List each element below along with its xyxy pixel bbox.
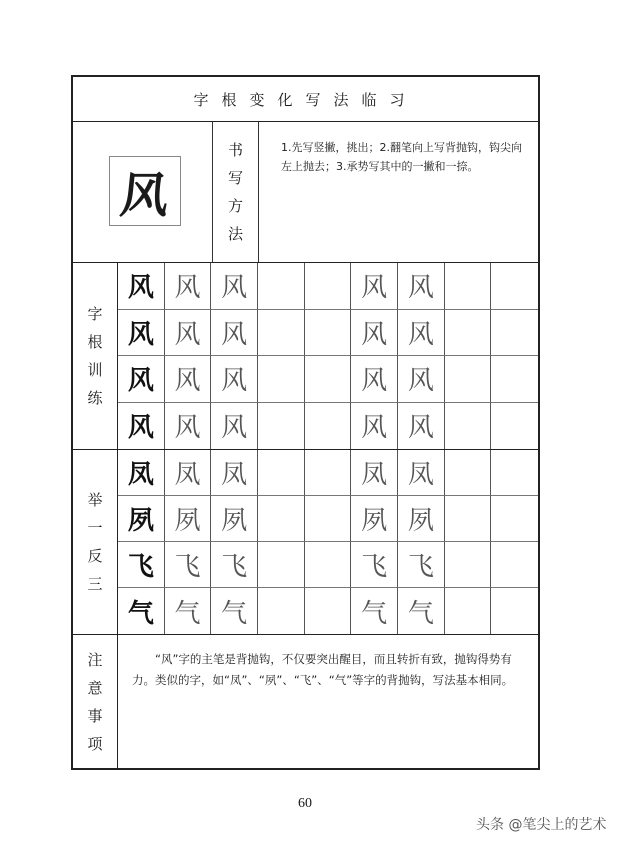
sheet-title-row: [73, 77, 538, 122]
empty-practice-cell: [445, 263, 492, 310]
practice-cell: 夙: [211, 496, 258, 542]
empty-practice-cell: [445, 496, 492, 542]
practice-cell: 凤: [398, 450, 445, 496]
empty-practice-cell: [258, 496, 305, 542]
page-number: 60: [298, 796, 312, 811]
label-char: 反: [87, 547, 103, 565]
empty-practice-cell: [258, 310, 305, 357]
practice-cell: 风: [165, 403, 212, 450]
practice-cell: 夙: [165, 496, 212, 542]
empty-practice-cell: [445, 588, 492, 634]
method-text: 1.先写竖撇，挑出；2.翻笔向上写背抛钩，钩尖向左上抛去；3.承势写其中的一撇和一捺。: [281, 141, 522, 173]
practice-cell: 风: [211, 310, 258, 357]
practice-cell: 夙: [351, 496, 398, 542]
practice-cell: 飞: [211, 542, 258, 588]
empty-practice-cell: [305, 496, 352, 542]
practice-cell: 风: [118, 403, 165, 450]
practice-cell: 风: [118, 356, 165, 403]
label-char: 方: [227, 197, 243, 215]
sheet-title: 字根变化写法临习: [193, 90, 418, 109]
practice-cell: 凤: [211, 450, 258, 496]
empty-practice-cell: [491, 450, 538, 496]
practice-cell: 飞: [118, 542, 165, 588]
practice-cell: 夙: [398, 496, 445, 542]
practice-cell: 凤: [118, 450, 165, 496]
practice-cell: 风: [351, 403, 398, 450]
empty-practice-cell: [445, 310, 492, 357]
empty-practice-cell: [258, 403, 305, 450]
practice-cell: 风: [118, 310, 165, 357]
practice-cell: 风: [211, 403, 258, 450]
label-char: 字: [87, 305, 103, 323]
practice-cell: 风: [351, 356, 398, 403]
empty-practice-cell: [445, 542, 492, 588]
practice-cell: 飞: [165, 542, 212, 588]
practice-sheet: [71, 75, 540, 770]
empty-practice-cell: [445, 403, 492, 450]
practice-cell: 风: [165, 263, 212, 310]
practice-cell: 风: [398, 263, 445, 310]
label-char: 举: [87, 491, 103, 509]
empty-practice-cell: [491, 263, 538, 310]
label-char: 训: [87, 361, 103, 379]
practice-cell: 气: [118, 588, 165, 634]
empty-practice-cell: [258, 450, 305, 496]
empty-practice-cell: [305, 310, 352, 357]
empty-practice-cell: [445, 356, 492, 403]
practice-cell: 风: [118, 263, 165, 310]
practice-cell: 风: [398, 403, 445, 450]
practice-cell: 风: [165, 310, 212, 357]
practice-cell: 飞: [351, 542, 398, 588]
label-char: 练: [87, 389, 103, 407]
practice-cell: 风: [165, 356, 212, 403]
empty-practice-cell: [305, 542, 352, 588]
label-char: 法: [227, 225, 243, 243]
label-char: 事: [87, 706, 103, 725]
empty-practice-cell: [491, 496, 538, 542]
empty-practice-cell: [258, 588, 305, 634]
practice-cell: 风: [211, 356, 258, 403]
practice-cell: 夙: [118, 496, 165, 542]
practice-cell: 风: [351, 310, 398, 357]
practice-cell: 气: [351, 588, 398, 634]
empty-practice-cell: [258, 356, 305, 403]
empty-practice-cell: [491, 356, 538, 403]
practice-cell: 风: [351, 263, 398, 310]
empty-practice-cell: [491, 310, 538, 357]
empty-practice-cell: [305, 588, 352, 634]
empty-practice-cell: [491, 542, 538, 588]
empty-practice-cell: [258, 542, 305, 588]
notes-text: “风”字的主笔是背抛钩，不仅要突出醒目，而且转折有致，抛钩得势有力。类似的字，如“凤”、“夙”、“飞”、“气”等字的背抛钩，写法基本相同。: [132, 652, 514, 687]
empty-practice-cell: [491, 403, 538, 450]
label-char: 一: [87, 519, 103, 537]
practice-cell: 风: [398, 356, 445, 403]
label-char: 写: [227, 169, 243, 187]
empty-practice-cell: [305, 403, 352, 450]
empty-practice-cell: [305, 450, 352, 496]
label-char: 根: [87, 333, 103, 351]
practice-cell: 凤: [165, 450, 212, 496]
watermark: 头条 @笔尖上的艺术: [476, 817, 607, 833]
practice-cell: 飞: [398, 542, 445, 588]
label-char: 注: [87, 650, 103, 669]
training-label: [73, 263, 118, 449]
empty-practice-cell: [305, 263, 352, 310]
label-char: 意: [87, 678, 103, 697]
practice-cell: 气: [211, 588, 258, 634]
practice-cell: 气: [398, 588, 445, 634]
method-label: [213, 122, 259, 262]
model-character-cell: [73, 122, 213, 262]
model-character: 风: [117, 167, 172, 224]
label-char: 三: [87, 575, 103, 593]
practice-cell: 风: [211, 263, 258, 310]
model-character-box: [109, 156, 181, 226]
variants-grid: [118, 450, 538, 634]
empty-practice-cell: [258, 263, 305, 310]
empty-practice-cell: [305, 356, 352, 403]
label-char: 书: [227, 141, 243, 159]
practice-cell: 风: [398, 310, 445, 357]
empty-practice-cell: [491, 588, 538, 634]
practice-cell: 凤: [351, 450, 398, 496]
variants-label: [73, 450, 118, 634]
practice-cell: 气: [165, 588, 212, 634]
training-grid: [118, 263, 538, 449]
notes-label: [73, 635, 118, 768]
empty-practice-cell: [445, 450, 492, 496]
label-char: 项: [87, 734, 103, 753]
